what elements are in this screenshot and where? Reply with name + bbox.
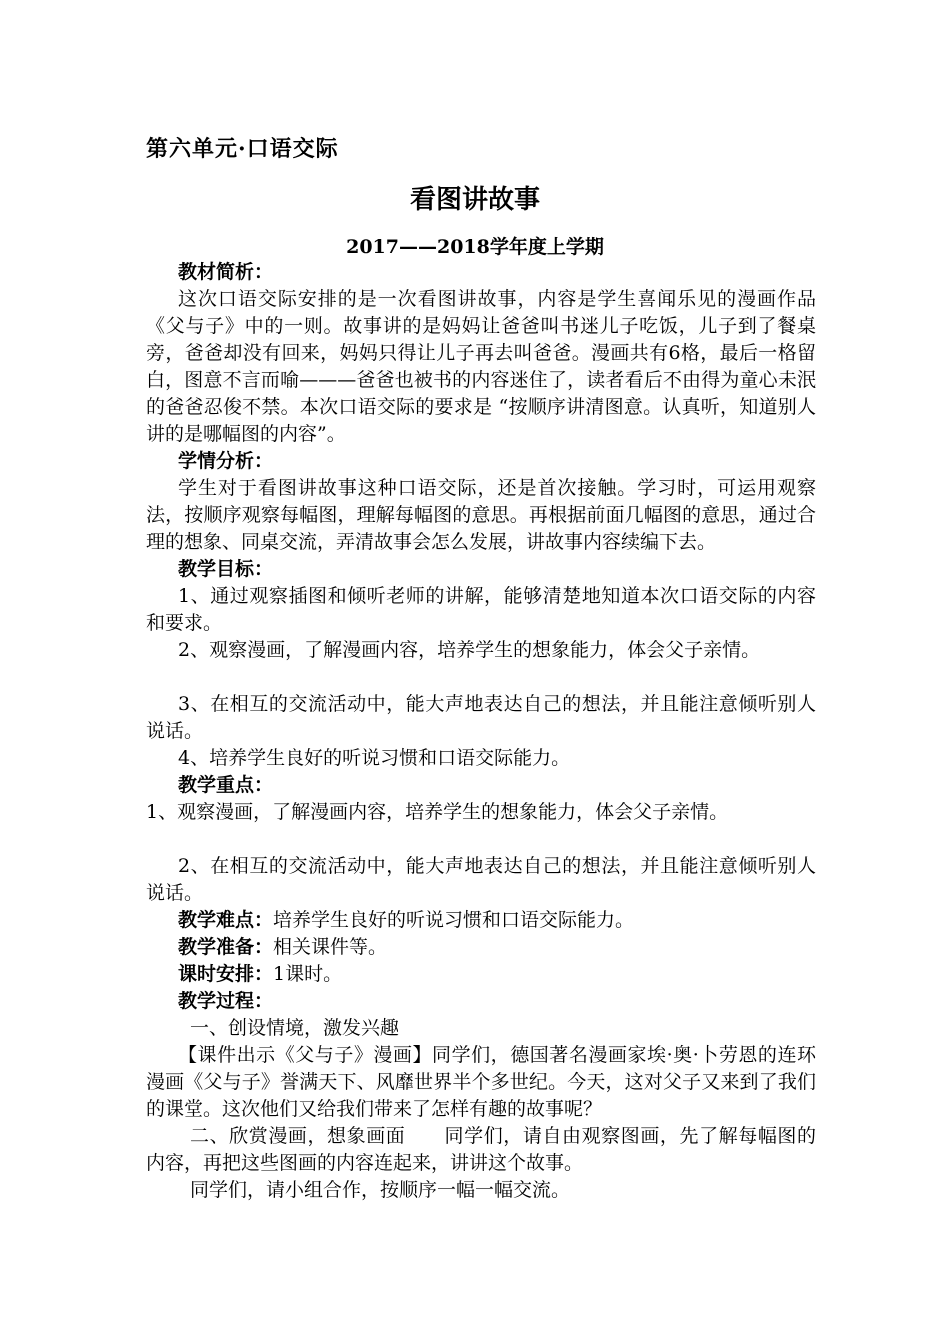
page-title: 看图讲故事 — [409, 185, 540, 215]
goals-heading: 教学目标： — [178, 558, 274, 580]
key-points-heading: 教学重点： — [178, 774, 274, 796]
goal-2: 2、观察漫画，了解漫画内容，培养学生的想象能力，体会父子亲情。 — [178, 639, 761, 661]
students-heading: 学情分析： — [178, 450, 274, 472]
schedule-heading: 课时安排： — [178, 963, 274, 985]
difficulty-heading: 教学难点： — [178, 909, 274, 931]
document-body — [146, 259, 816, 1204]
step-1-text: 【课件出示《父与子》漫画】同学们，德国著名漫画家埃·奥·卜劳恩的连环漫画《父与子》誉满天下、风靡世界半个多世纪。今天，这对父子又来到了我们的课堂。这次他们又给我们带来了怎样有趣的故事呢？ — [146, 1044, 816, 1120]
key-point-1: 1、观察漫画，了解漫画内容，培养学生的想象能力，体会父子亲情。 — [146, 801, 729, 823]
key-point-2: 2、在相互的交流活动中，能大声地表达自己的想法，并且能注意倾听别人说话。 — [146, 855, 816, 904]
step-2-text: 二、欣赏漫画，想象画面 同学们，请自由观察图画，先了解每幅图的内容，再把这些图画的内容连起来，讲讲这个故事。 — [146, 1125, 816, 1174]
blank-line — [146, 826, 816, 853]
step-1-title: 一、创设情境，激发兴趣 — [190, 1017, 400, 1039]
preparation-text: 相关课件等。 — [273, 936, 388, 958]
materials-text: 这次口语交际安排的是一次看图讲故事，内容是学生喜闻乐见的漫画作品《父与子》中的一则。故事讲的是妈妈让爸爸叫书迷儿子吃饭，儿子到了餐桌旁，爸爸却没有回来，妈妈只得让儿子再去叫爸爸。漫画共有6格，最后一格留白，图意不言而喻———爸爸也被书的内容迷住了，读者看后不由得为童心未泯的爸爸忍俊不禁。本次口语交际的要求是 “按顺序讲清图意。认真听，知道别人讲的是哪幅图的内容”。 — [146, 288, 816, 445]
students-text: 学生对于看图讲故事这种口语交际，还是首次接触。学习时，可运用观察法，按顺序观察每幅图，理解每幅图的意思。再根据前面几幅图的意思，通过合理的想象、同桌交流，弄清故事会怎么发展，讲故事内容续编下去。 — [146, 477, 816, 553]
difficulty-text: 培养学生良好的听说习惯和口语交际能力。 — [273, 909, 635, 931]
step-2-extra: 同学们，请小组合作，按顺序一幅一幅交流。 — [190, 1179, 571, 1201]
process-heading: 教学过程： — [178, 990, 274, 1012]
unit-title: 第六单元·口语交际 — [146, 136, 339, 162]
schedule-line — [146, 961, 816, 988]
difficulty-line — [146, 907, 816, 934]
blank-line — [146, 664, 816, 691]
goal-1: 1、通过观察插图和倾听老师的讲解，能够清楚地知道本次口语交际的内容和要求。 — [146, 585, 816, 634]
preparation-heading: 教学准备： — [178, 936, 274, 958]
materials-heading: 教材简析： — [178, 261, 274, 283]
preparation-line — [146, 934, 816, 961]
goal-3: 3、在相互的交流活动中，能大声地表达自己的想法，并且能注意倾听别人说话。 — [146, 693, 816, 742]
school-year: 2017——2018学年度上学期 — [346, 236, 604, 258]
schedule-text: 1课时。 — [273, 963, 343, 985]
goal-4: 4、培养学生良好的听说习惯和口语交际能力。 — [178, 747, 571, 769]
